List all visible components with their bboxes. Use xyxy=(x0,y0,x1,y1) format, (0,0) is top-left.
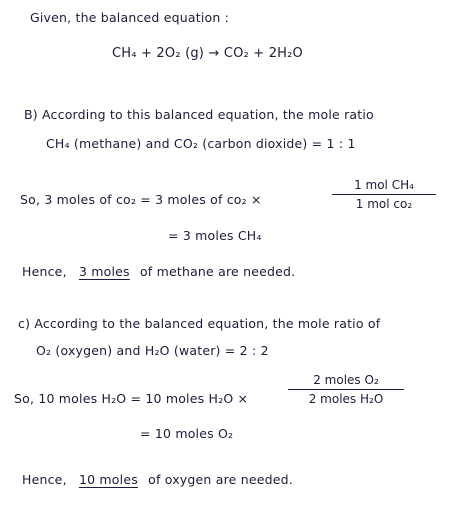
part-b-conclusion-prefix: Hence, xyxy=(22,264,67,279)
part-c-answer-value: 10 moles xyxy=(78,472,138,487)
part-c-calculation: So, 10 moles H₂O = 10 moles H₂O × xyxy=(14,391,249,406)
part-b-statement-line1: B) According to this balanced equation, the mole ratio xyxy=(24,107,374,122)
part-b-conclusion-suffix: of methane are needed. xyxy=(139,264,296,279)
part-c-fraction-bar xyxy=(288,389,404,390)
part-c-conclusion-prefix: Hence, xyxy=(22,472,67,487)
part-b-conversion-fraction xyxy=(332,178,436,212)
balanced-equation: CH₄ + 2O₂ (g) → CO₂ + 2H₂O xyxy=(112,46,303,61)
part-b-conclusion xyxy=(22,264,295,280)
part-b-fraction-numerator: 1 mol CH₄ xyxy=(354,178,414,192)
part-b-fraction-bar xyxy=(332,194,436,195)
part-c-statement-line1: c) According to the balanced equation, the mole ratio of xyxy=(18,316,381,331)
given-heading: Given, the balanced equation : xyxy=(30,10,230,25)
part-c-fraction-numerator: 2 moles O₂ xyxy=(313,373,379,387)
part-b-result: = 3 moles CH₄ xyxy=(168,228,262,243)
part-c-conclusion xyxy=(22,472,293,488)
part-c-result: = 10 moles O₂ xyxy=(140,426,234,441)
part-c-conclusion-suffix: of oxygen are needed. xyxy=(148,472,293,487)
part-b-answer-value: 3 moles xyxy=(78,264,130,279)
part-c-conversion-fraction xyxy=(288,373,404,407)
part-b-statement-line2: CH₄ (methane) and CO₂ (carbon dioxide) = 1 : 1 xyxy=(46,136,356,151)
part-b-fraction-denominator: 1 mol co₂ xyxy=(355,197,413,211)
part-b-calculation: So, 3 moles of co₂ = 3 moles of co₂ × xyxy=(20,192,262,207)
part-c-statement-line2: O₂ (oxygen) and H₂O (water) = 2 : 2 xyxy=(36,343,269,358)
part-c-fraction-denominator: 2 moles H₂O xyxy=(308,392,384,406)
